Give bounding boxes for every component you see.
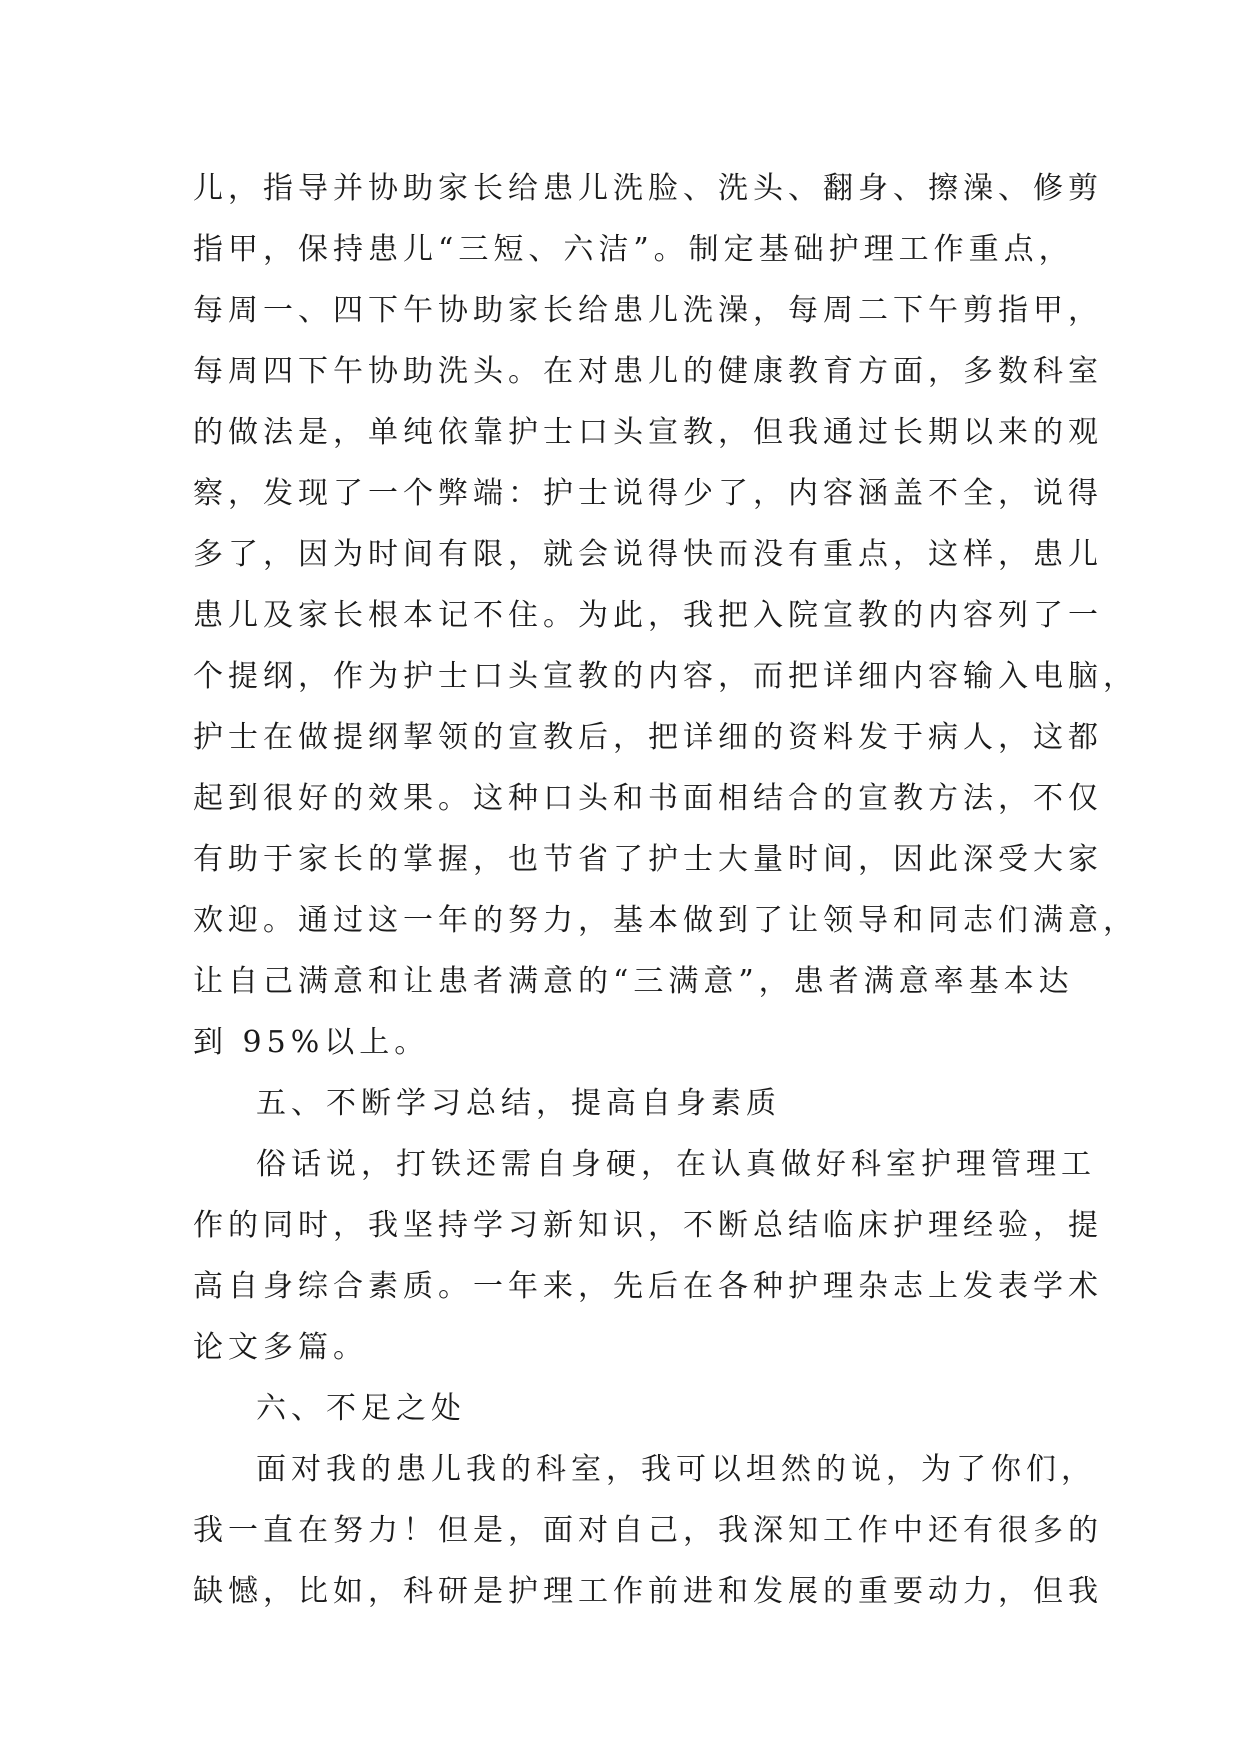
text-line: 指甲，保持患儿“三短、六洁”。制定基础护理工作重点， <box>193 232 1074 267</box>
text-line: 察，发现了一个弊端：护士说得少了，内容涵盖不全，说得 <box>193 476 1103 511</box>
text-line: 儿，指导并协助家长给患儿洗脸、洗头、翻身、擦澡、修剪 <box>193 171 1103 206</box>
text-line: 欢迎。通过这一年的努力，基本做到了让领导和同志们满意， <box>193 903 1138 938</box>
text-line: 起到很好的效果。这种口头和书面相结合的宣教方法，不仅 <box>193 781 1103 816</box>
section-heading: 五、不断学习总结，提高自身素质 <box>256 1086 781 1121</box>
section-heading-six <box>193 1378 1073 1439</box>
text-line: 的做法是，单纯依靠护士口头宣教，但我通过长期以来的观 <box>193 415 1103 450</box>
paragraph-nursing-care <box>193 158 1138 1073</box>
text-line: 护士在做提纲挈领的宣教后，把详细的资料发于病人，这都 <box>193 720 1103 755</box>
text-line: 我一直在努力！但是，面对自己，我深知工作中还有很多的 <box>193 1513 1103 1548</box>
text-line: 每周一、四下午协助家长给患儿洗澡，每周二下午剪指甲， <box>193 293 1103 328</box>
section-heading-five <box>193 1073 1073 1134</box>
text-line: 让自己满意和让患者满意的“三满意”，患者满意率基本达 <box>193 964 1074 999</box>
paragraph-shortcomings <box>193 1439 1103 1622</box>
text-line: 患儿及家长根本记不住。为此，我把入院宣教的内容列了一 <box>193 598 1103 633</box>
text-line: 俗话说，打铁还需自身硬，在认真做好科室护理管理工 <box>256 1147 1096 1182</box>
section-heading: 六、不足之处 <box>256 1391 466 1426</box>
text-line: 多了，因为时间有限，就会说得快而没有重点，这样，患儿 <box>193 537 1103 572</box>
text-line: 到 95%以上。 <box>193 1025 430 1060</box>
text-line: 面对我的患儿我的科室，我可以坦然的说，为了你们， <box>256 1452 1096 1487</box>
text-line: 高自身综合素质。一年来，先后在各种护理杂志上发表学术 <box>193 1269 1103 1304</box>
paragraph-self-improvement <box>193 1134 1103 1378</box>
text-line: 缺憾，比如，科研是护理工作前进和发展的重要动力，但我 <box>193 1574 1103 1609</box>
text-line: 个提纲，作为护士口头宣教的内容，而把详细内容输入电脑， <box>193 659 1138 694</box>
text-line: 作的同时，我坚持学习新知识，不断总结临床护理经验，提 <box>193 1208 1103 1243</box>
text-line: 有助于家长的掌握，也节省了护士大量时间，因此深受大家 <box>193 842 1103 877</box>
text-line: 每周四下午协助洗头。在对患儿的健康教育方面，多数科室 <box>193 354 1103 389</box>
text-line: 论文多篇。 <box>193 1330 368 1365</box>
document-body <box>193 158 1138 1622</box>
